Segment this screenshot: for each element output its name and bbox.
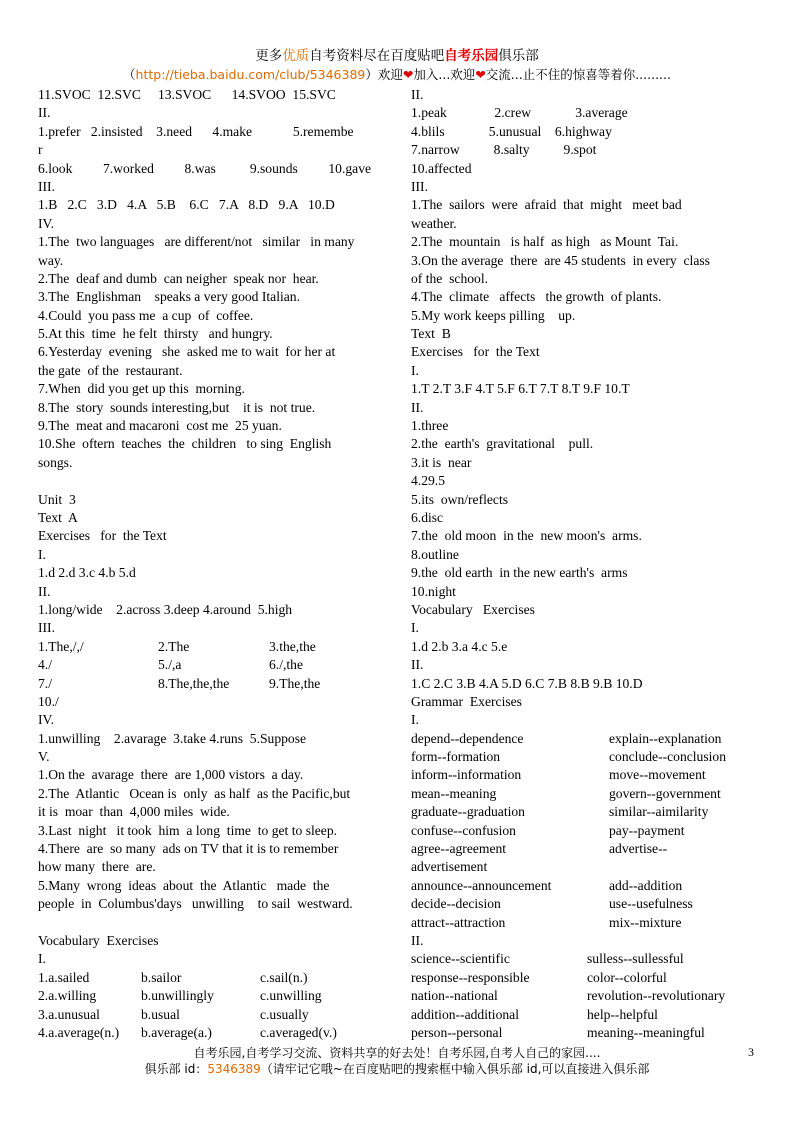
text-line: Vocabulary Exercises [38,932,159,948]
right-answer-column [411,86,756,1042]
answer-cell: 8.The,the,the [158,675,230,691]
answer-row [411,1024,756,1042]
text-line: 2.The Atlantic Ocean is only as half as the Pacific,but [38,785,351,801]
text-line: 1.T 2.T 3.F 4.T 5.F 6.T 7.T 8.T 9.F 10.T [411,381,630,397]
answer-cell: b.average(a.) [141,1024,212,1040]
text-line: V. [38,749,50,765]
answer-cell: 4.a.average(n.) [38,1024,120,1040]
text-line: Exercises for the Text [411,344,540,360]
answer-cell: conclude--conclusion [609,749,727,765]
answer-cell: 5./,a [158,657,182,673]
answer-row [38,656,384,674]
text-line: 5.My work keeps pilling up. [411,307,576,323]
text-line: 4.The climate affects the growth of plants. [411,289,662,305]
text-line: 2.The mountain is half as high as Mount Tai. [411,234,679,250]
text-line: IV. [38,215,54,231]
answer-cell: advertisement [411,859,488,875]
left-answer-column [38,86,384,1042]
answer-cell: c.averaged(v.) [260,1024,337,1040]
answer-cell: 3.the,the [269,638,316,654]
answer-row [411,840,756,858]
answer-cell: c.sail(n.) [260,969,308,985]
text-line: 2.The deaf and dumb can neigher speak nor hear. [38,270,319,286]
answer-row [411,1006,756,1024]
text-line: people in Columbus'days unwilling to sail westward. [38,896,353,912]
text-line: the gate of the restaurant. [38,362,183,378]
text-line: 7.narrow 8.salty 9.spot [411,142,597,158]
answer-row [411,969,756,987]
text-line: 3.Last night it took him a long time to get to sleep. [38,822,338,838]
text-line: 8.The story sounds interesting,but it is not true. [38,399,316,415]
answer-cell: 3.a.unusual [38,1006,100,1022]
answer-row [38,675,384,693]
text-line: 4.blils 5.unusual 6.highway [411,123,612,139]
text-line: III. [411,178,428,194]
answer-cell: 2.a.willing [38,988,97,1004]
answer-row [411,858,756,876]
text-line: II. [411,932,424,948]
answer-row [411,895,756,913]
answer-cell: 7./ [38,675,52,691]
text-line: Text B [411,326,451,342]
answer-row [38,1006,384,1024]
text-line: Grammar Exercises [411,693,522,709]
text-line: 3.it is near [411,454,472,470]
text-line: II. [411,657,424,673]
answer-cell: b.unwillingly [141,988,214,1004]
footer-club-id-value: 5346389 [207,1062,261,1076]
answer-cell: inform--information [411,767,522,783]
answer-cell: announce--announcement [411,877,552,893]
footer-club-id: 俱乐部 id：5346389（请牢记它哦~在百度贴吧的搜索框中输入俱乐部 id,可以直接进入俱乐部 [144,1062,650,1076]
text-line: II. [38,583,51,599]
text-line: songs. [38,454,73,470]
text-line: II. [411,399,424,415]
header-promo-line: 更多优质自考资料尽在百度贴吧自考乐园俱乐部 [255,48,539,64]
text-line: r [38,142,43,158]
answer-cell: c.unwilling [260,988,322,1004]
text-line: 4.There are so many ads on TV that it is to remember [38,841,339,857]
answer-cell: color--colorful [587,969,667,985]
text-line: 10.night [411,583,456,599]
answer-cell: revolution--revolutionary [587,988,726,1004]
answer-row [411,766,756,784]
text-line: 1.On the avarage there are 1,000 vistors a day. [38,767,304,783]
header-club-name: 自考乐园 [444,48,499,64]
answer-cell: addition--additional [411,1006,519,1022]
text-line: of the school. [411,270,489,286]
answer-cell: explain--explanation [609,730,722,746]
answer-cell: response--responsible [411,969,530,985]
answer-cell: 1.The,/,/ [38,638,84,654]
text-line: 1.The two languages are different/not similar in many [38,234,355,250]
text-line: I. [411,620,419,636]
answer-cell: sulless--sullessful [587,951,684,967]
text-line: 10.affected [411,160,472,176]
text-line: 9.the old earth in the new earth's arms [411,565,628,581]
answer-cell: c.usually [260,1006,309,1022]
text-line: 10./ [38,693,59,709]
answer-cell: science--scientific [411,951,510,967]
answer-cell: meaning--meaningful [587,1024,705,1040]
answer-row [411,987,756,1005]
text-line: 1.The sailors were afraid that might meet bad [411,197,682,213]
text-line: 3.The Englishman speaks a very good Italian. [38,289,300,305]
answer-row [411,730,756,748]
text-line: III. [38,178,55,194]
answer-cell: similar--aimilarity [609,804,709,820]
text-line: 3.On the average there are 45 students in every class [411,252,710,268]
answer-cell: confuse--confusion [411,822,516,838]
text-line: way. [38,252,64,268]
header-highlight-quality: 优质 [282,48,310,64]
answer-cell: govern--government [609,785,721,801]
text-line: 10.She oftern teaches the children to sing English [38,436,332,452]
answer-cell: form--formation [411,749,501,765]
text-line: 6.Yesterday evening she asked me to wait for her at [38,344,336,360]
answer-row [38,987,384,1005]
text-line: 4.Could you pass me a cup of coffee. [38,307,254,323]
header-link-line: （http://tieba.baidu.com/club/5346389）欢迎❤加入...欢迎❤交流...止不住的惊喜等着你......... [123,67,671,82]
answer-cell: depend--dependence [411,730,524,746]
text-line: I. [38,951,46,967]
footer-slogan: 自考乐园,自考学习交流、资料共享的好去处！自考乐园,自考人自己的家园.... [193,1046,601,1060]
answer-cell: mix--mixture [609,914,682,930]
answer-cell: b.sailor [141,969,182,985]
text-line: 7.the old moon in the new moon's arms. [411,528,642,544]
heart-icon: ❤ [475,67,486,82]
text-line: 1.C 2.C 3.B 4.A 5.D 6.C 7.B 8.B 9.B 10.D [411,675,643,691]
text-line: II. [411,87,424,102]
answer-row [411,785,756,803]
answer-cell: 2.The [158,638,190,654]
text-line: Unit 3 [38,491,76,507]
answer-cell: 1.a.sailed [38,969,90,985]
answer-cell: 4./ [38,657,52,673]
text-line: 7.When did you get up this morning. [38,381,245,397]
answer-cell: decide--decision [411,896,501,912]
text-line: 1.long/wide 2.across 3.deep 4.around 5.high [38,601,293,617]
text-line: I. [38,546,46,562]
answer-cell: nation--national [411,988,498,1004]
text-line: I. [411,362,419,378]
text-line: III. [38,620,55,636]
text-line: how many there are. [38,859,156,875]
answer-row [38,638,384,656]
text-line: 1.d 2.b 3.a 4.c 5.e [411,638,508,654]
text-line: II. [38,105,51,121]
text-line: 8.outline [411,546,459,562]
answer-cell: use--usefulness [609,896,693,912]
answer-row [411,950,756,968]
text-line: Text A [38,509,78,525]
answer-cell: 6./,the [269,657,303,673]
text-line: Vocabulary Exercises [411,601,535,617]
answer-row [411,822,756,840]
answer-cell: advertise-- [609,841,668,857]
answer-cell: help--helpful [587,1006,658,1022]
text-line: 1.prefer 2.insisted 3.need 4.make 5.remembe [38,123,354,139]
text-line: 1.peak 2.crew 3.average [411,105,628,121]
answer-row [38,1024,384,1042]
text-line: 9.The meat and macaroni cost me 25 yuan. [38,418,282,434]
answer-cell: move--movement [609,767,706,783]
page-number: 3 [748,1045,754,1059]
text-line: 5.its own/reflects [411,491,509,507]
answer-cell: mean--meaning [411,785,497,801]
text-line: 4.29.5 [411,473,445,489]
text-line: 1.B 2.C 3.D 4.A 5.B 6.C 7.A 8.D 9.A 10.D [38,197,335,213]
text-line: 2.the earth's gravitational pull. [411,436,594,452]
answer-cell: b.usual [141,1006,180,1022]
answer-row [411,914,756,932]
text-line: IV. [38,712,54,728]
text-line: 1.three [411,418,449,434]
text-line: it is moar than 4,000 miles wide. [38,804,230,820]
answer-cell: person--personal [411,1024,503,1040]
text-line: weather. [411,215,457,231]
answer-cell: pay--payment [609,822,685,838]
header-club-url[interactable]: http://tieba.baidu.com/club/5346389 [135,67,366,82]
answer-cell: graduate--graduation [411,804,525,820]
heart-icon: ❤ [402,67,414,82]
text-line: 6.disc [411,509,444,525]
text-line [38,472,384,490]
text-line: 1.d 2.d 3.c 4.b 5.d [38,565,136,581]
text-line: 5.At this time he felt thirsty and hungry. [38,326,273,342]
answer-cell: add--addition [609,877,683,893]
text-line: 5.Many wrong ideas about the Atlantic made the [38,877,330,893]
answer-cell: attract--attraction [411,914,506,930]
text-line: 1.unwilling 2.avarage 3.take 4.runs 5.Suppose [38,730,307,746]
text-line: I. [411,712,419,728]
answer-cell: 9.The,the [269,675,321,691]
text-line: 11.SVOC 12.SVC 13.SVOC 14.SVOO 15.SVC [38,87,336,102]
answer-row [411,803,756,821]
text-line [38,914,384,932]
answer-cell: agree--agreement [411,841,507,857]
answer-row [411,877,756,895]
answer-row [38,969,384,987]
text-line: 6.look 7.worked 8.was 9.sounds 10.gave [38,160,372,176]
answer-row [411,748,756,766]
text-line: Exercises for the Text [38,528,167,544]
